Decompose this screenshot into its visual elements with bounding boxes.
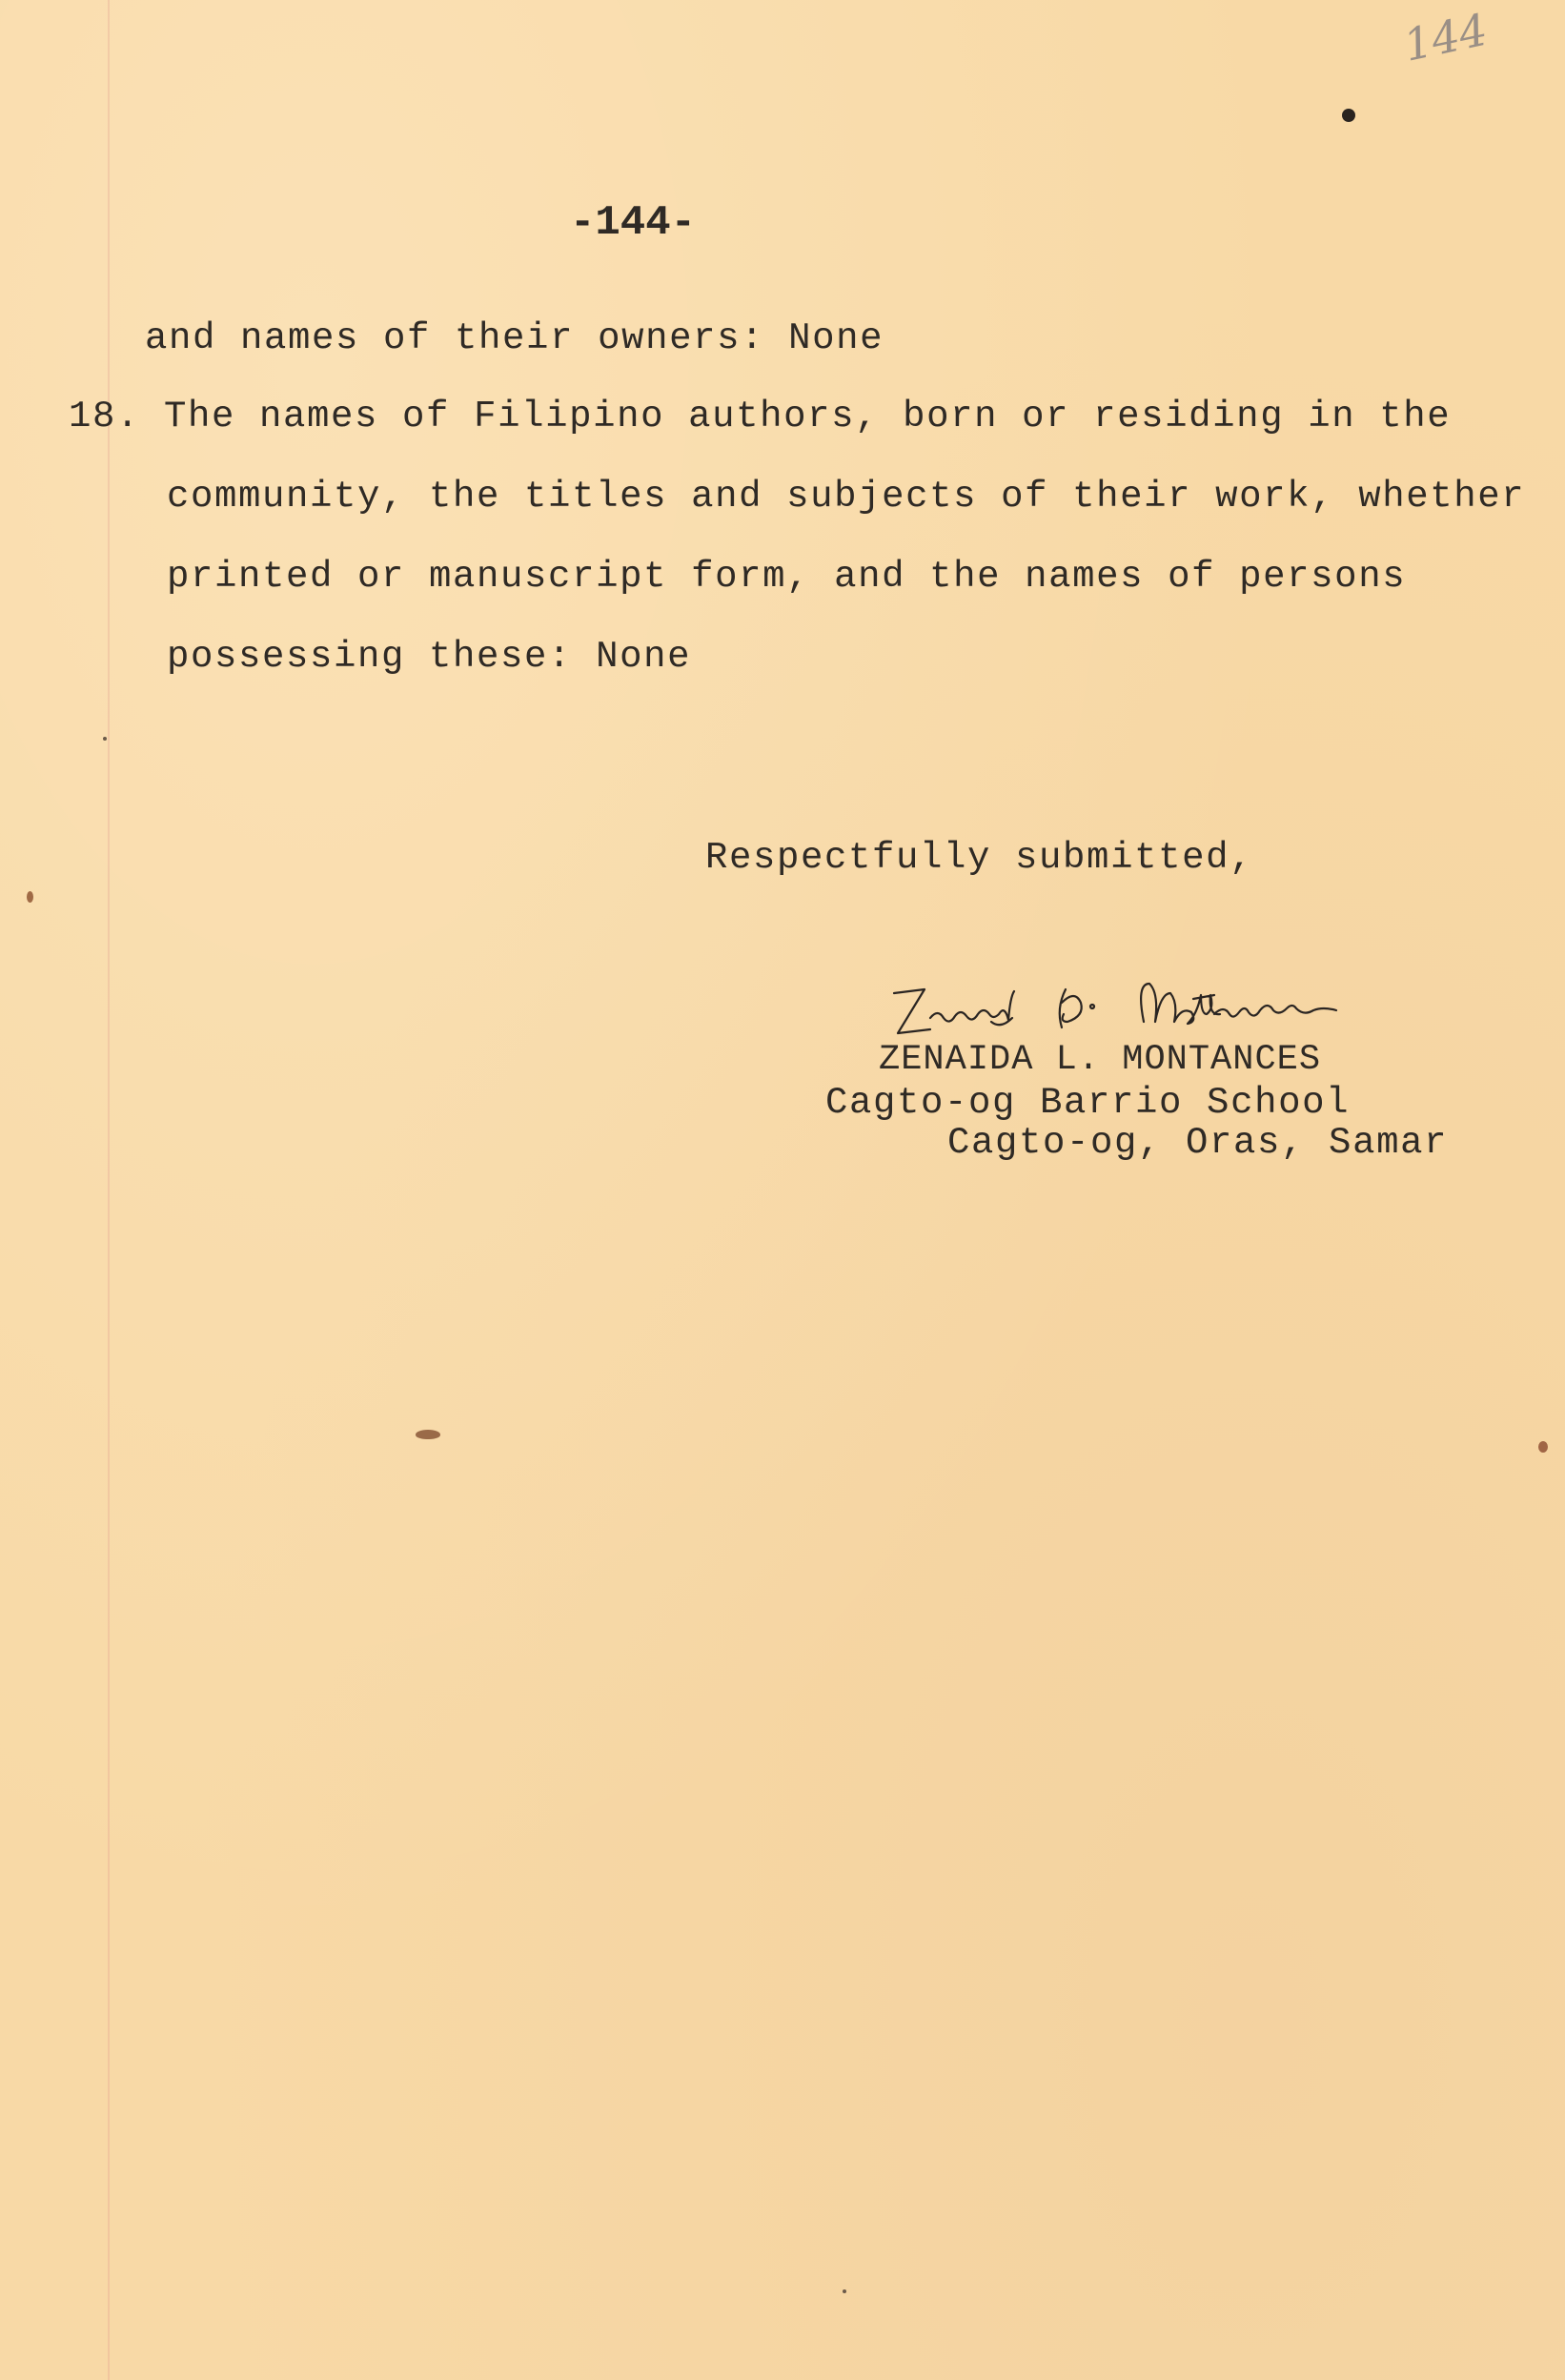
ink-dot (1342, 109, 1355, 122)
body-line-3: community, the titles and subjects of their work, whether (167, 476, 1526, 518)
margin-rule (108, 0, 110, 2380)
speck (103, 737, 107, 741)
typed-name: ZENAIDA L. MONTANCES (879, 1040, 1322, 1080)
closing-salutation: Respectfully submitted, (705, 837, 1254, 879)
body-line-4: printed or manuscript form, and the names of persons (167, 556, 1407, 598)
pencil-page-number: 144 (1399, 3, 1493, 71)
school-address: Cagto-og, Oras, Samar (947, 1122, 1449, 1164)
page-number: -144- (570, 199, 697, 247)
body-line-1: and names of their owners: None (145, 317, 884, 359)
stain-spot (1538, 1441, 1548, 1453)
stain-spot (27, 891, 33, 903)
school-name: Cagto-og Barrio School (825, 1082, 1351, 1124)
body-line-2: 18. The names of Filipino authors, born or residing in the (69, 396, 1452, 437)
speck (843, 2289, 846, 2293)
stain-spot (416, 1430, 440, 1439)
body-line-5: possessing these: None (167, 636, 692, 678)
